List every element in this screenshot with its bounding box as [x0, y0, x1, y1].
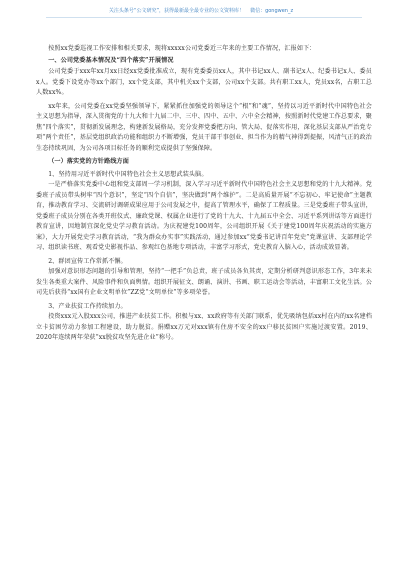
item1-paragraph: 一是严格落实党委中心组和党支部周一学习机制，深入学习习近平新时代中国特色社会主义思想和党的十九大精神。党委班子成员带头树牢“四个意识”，坚定“四个自信”，坚决做到“两个维护”。二是高质量开展“不忘初心、牢记使命”主题教育，推动教育学习、交流研讨调研成果应用于公司发展之中，提高了管理水平，确保了工程质量。三是党委班子带头宣讲，党委班子成员分别在各类开班仪式、廉政党课、权属企业进行了党的十九大、十九届五中全会、习近平系列讲话等方面进行教育宣讲，因地制宜深化党史学习教育活动。为庆祝建党100周年，公司组织开展《关于建党100周年庆祝活动的实施方案》，大力开展党史学习教育活动，“我为群众办实事”实践活动，通过参加xx“党委书记讲百年党史”党课宣讲、支部理论学习、组织读书班、观看党史影视作品、参观红色基地专项活动，丰富学习形式，党史教育入脑入心，活动成效显著。	[36, 181, 372, 251]
item2-heading: 2、群团宣传工作常抓不懈。	[48, 257, 127, 265]
follow-text: 关注头条号“公文研究”，获得最新最全最专业的公文资料库！	[108, 8, 245, 14]
header-banner	[46, 6, 362, 18]
section1-paragraph-2: xx年来，公司党委在xx党委坚强领导下，紧紧抓住加强党的领导这个“根”和“魂”，坚持以习近平新时代中国特色社会主义思想为指导，深入贯彻党的十九大和十九届二中、三中、四中、五中、六中全会精神，按照新时代党建工作总要求，聚焦“四个落实”，贯彻新发展理念，构建新发展格局，充分发挥党委把方向、管大局、促落实作用，深化基层支部从严治党专项“两个责任”，基层党组织政治功能和组织力不断增强，党员干部干事创业、担当作为的精气神得到提振，风清气正的政治生态持续巩固，为公司各项目标任务的顺利完成提供了坚强保障。	[36, 102, 372, 152]
contact-text: 微信：gongwen_z	[250, 8, 294, 14]
item3-paragraph: 投资xxx元入股xxx公司，推进产业扶贫工作。积极与xx、xx政府等有关部门联系，优先吸纳包括xx村在内的xx名建档立卡贫困劳动力参加工程建设，助力脱贫。捐赠xx万元对xxx镇有住房不安全的xx户移民贫困户实施过渡安置。2019、2020年连续两年荣获“xx脱贫攻坚先进企业”称号。	[36, 313, 372, 341]
subsection-heading: （一）落实党的方针路线方面	[48, 158, 129, 165]
item2-paragraph: 加强对意识形态问题的引导和管理，坚持“一把手”负总责，班子成员各负其责，定期分析研判意识形态工作，3年来未发生各类重大案件、风险事件和负面舆情。组织开展征文、朗诵、演讲、书画、职工运动会等活动，丰富职工文化生活。公司先后获得“xx国有企业文明单位”ZZ党“文明单位”等多项荣誉。	[36, 268, 372, 296]
section-heading: 一、公司党委基本情况及“四个落实”开展情况	[48, 56, 174, 64]
item3-heading: 3、产业扶贫工作持续加力。	[48, 302, 127, 310]
item1-heading: 1、坚持用习近平新时代中国特色社会主义思想武装头脑。	[48, 170, 208, 178]
intro-paragraph: 按照xx党委巡视工作安排和相关要求，现将xxxxx公司党委近三年来的主要工作情况，汇报如下：	[48, 45, 316, 52]
section1-paragraph-1: 公司党委于xxx年xx月xx日经xx党委批准成立，现有党委委员xx人，其中书记xx人、副书记x人、纪委书记x人、委员x人。党委下设党办等xx个部门，xx个党支部，其中机关xx个支部，公司xx个支部。共有职工xx人，党员xx名，占职工总人数xx%。	[36, 68, 372, 96]
